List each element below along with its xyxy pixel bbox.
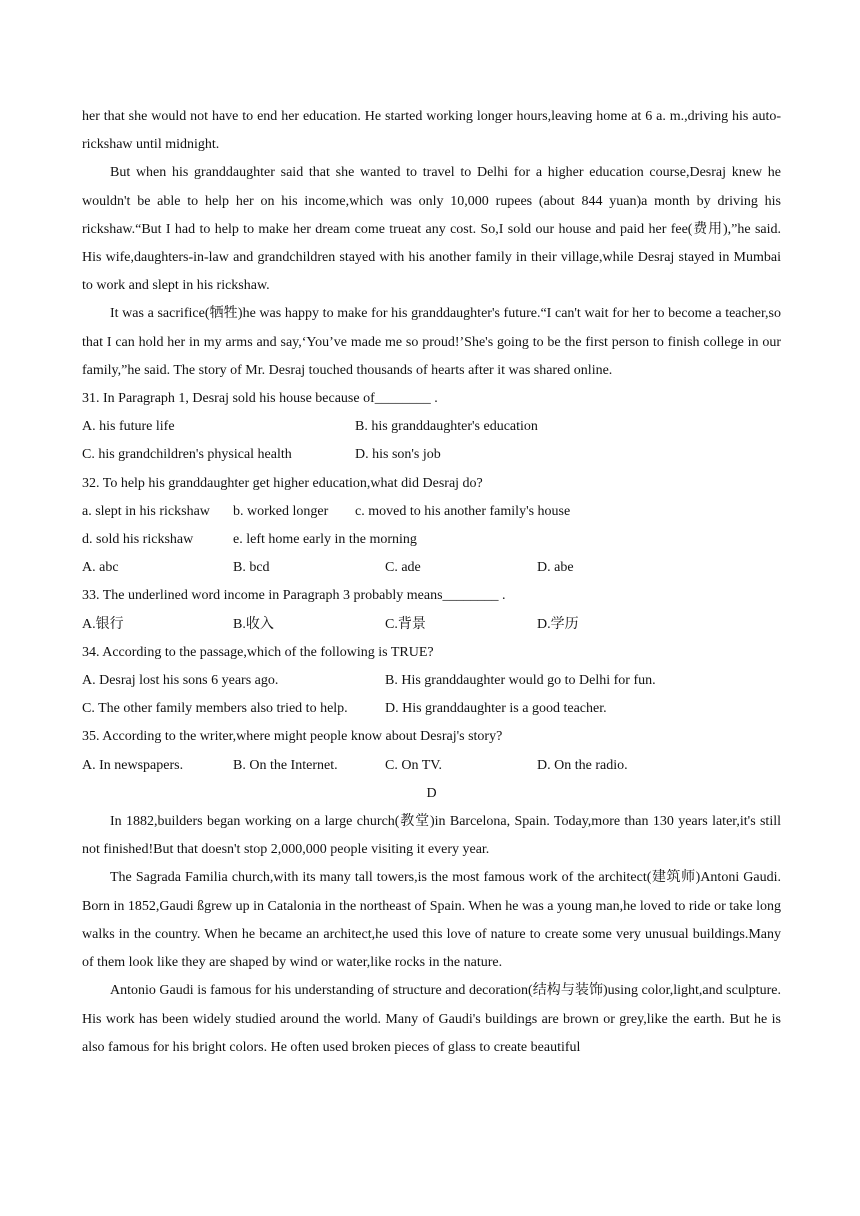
question-35-stem: 35. According to the writer,where might people know about Desraj's story? [82,729,503,745]
question-32-stem: 32. To help his granddaughter get higher education,what did Desraj do? [82,475,483,491]
question-31-option-c: C. his grandchildren's physical health [82,447,292,463]
question-33-option-b: B.收入 [233,616,274,632]
section-d-heading: D [426,785,437,801]
document-content [82,103,781,1062]
question-32-item-c: c. moved to his another family's house [355,503,571,519]
question-35-option-d: D. On the radio. [537,757,628,773]
question-31-options-row-1 [82,413,781,441]
question-35-option-a: A. In newspapers. [82,757,184,773]
question-34-stem: 34. According to the passage,which of the following is TRUE? [82,644,434,660]
question-34-options-row-1 [82,667,781,695]
question-33-options-row [82,611,781,639]
passage-c-paragraph-3: It was a sacrifice(牺牲)he was happy to make for his granddaughter's future.“I can't wait for her to become a teacher,so that I can hold her in my arms and say,‘You’ve made me so proud!’She's going to be the first person to finish college in our family,”he said. The story of Mr. Desraj touched thousands of hearts after it was shared online. [82,306,781,378]
question-35-option-c: C. On TV. [385,757,443,773]
question-32-option-b: B. bcd [233,560,270,576]
question-32-items-row-1 [82,498,781,526]
question-34-option-a: A. Desraj lost his sons 6 years ago. [82,673,279,689]
question-33-option-a: A.银行 [82,616,124,632]
question-33-option-d: D.学历 [537,616,579,632]
passage-d-paragraph-1: In 1882,builders began working on a large church(教堂)in Barcelona, Spain. Today,more than 130 years later,it's still not finished!But that doesn't stop 2,000,000 people visiting it every year. [82,814,781,858]
question-31-option-d: D. his son's job [355,447,441,463]
question-32-option-c: C. ade [385,560,421,576]
question-32-items-row-2 [82,526,781,554]
question-34-option-b: B. His granddaughter would go to Delhi for fun. [385,673,656,689]
question-32-item-e: e. left home early in the morning [233,532,417,548]
question-34-option-c: C. The other family members also tried to help. [82,701,348,717]
question-31-option-b: B. his granddaughter's education [355,419,538,435]
passage-d-paragraph-3: Antonio Gaudi is famous for his understanding of structure and decoration(结构与装饰)using color,light,and sculpture. His work has been widely studied around the world. Many of Gaudi's buildings are brown or grey,like the earth. But he is also famous for his bright colors. He often used broken pieces of glass to create beautiful [82,983,781,1055]
question-35-options-row [82,752,781,780]
passage-c-paragraph-2: But when his granddaughter said that she wanted to travel to Delhi for a higher education course,Desraj knew he wouldn't be able to help her on his income,which was only 10,000 rupees (about 844 yuan)a month by driving his rickshaw.“But I had to help to make her dream come trueat any cost. So,I sold our house and paid her fee(费用),”he said. His wife,daughters-in-law and grandchildren stayed with his another family in their village,while Desraj stayed in Mumbai to work and slept in his rickshaw. [82,165,781,294]
question-32-option-d: D. abe [537,560,574,576]
question-32-item-b: b. worked longer [233,503,329,519]
passage-c-paragraph-1: her that she would not have to end her education. He started working longer hours,leaving home at 6 a. m.,driving his auto-rickshaw until midnight. [82,109,781,153]
question-33-stem: 33. The underlined word income in Paragraph 3 probably means________ . [82,588,506,604]
question-31-stem: 31. In Paragraph 1, Desraj sold his house because of________ . [82,391,438,407]
question-34-options-row-2 [82,695,781,723]
question-35-option-b: B. On the Internet. [233,757,338,773]
question-32-item-d: d. sold his rickshaw [82,532,194,548]
question-31-options-row-2 [82,441,781,469]
question-32-option-a: A. abc [82,560,119,576]
question-32-options-row [82,554,781,582]
passage-d-paragraph-2: The Sagrada Familia church,with its many tall towers,is the most famous work of the architect(建筑师)Antoni Gaudi. Born in 1852,Gaudi ßgrew up in Catalonia in the northeast of Spain. When he was a young man,he loved to ride or take long walks in the country. When he became an architect,he used this love of nature to create some very unusual buildings.Many of them look like they are shaped by wind or water,like rocks in the nature. [82,870,781,971]
question-31-option-a: A. his future life [82,419,175,435]
question-33-option-c: C.背景 [385,616,426,632]
question-32-item-a: a. slept in his rickshaw [82,503,210,519]
question-34-option-d: D. His granddaughter is a good teacher. [385,701,607,717]
